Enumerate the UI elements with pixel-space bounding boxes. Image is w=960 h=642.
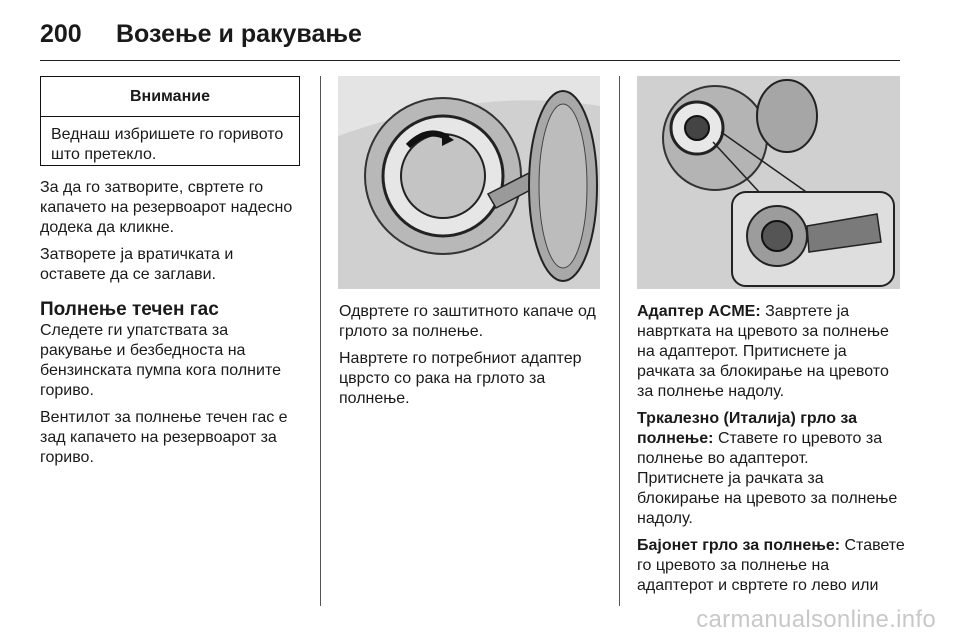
warning-title: Внимание [41,77,299,117]
paragraph-italy [637,409,905,469]
chapter-title: Возење и ракување [116,20,362,48]
adapter-illustration [637,76,900,289]
term-bayonet-text: Ставете го цревото за полнење на адаптерот и свртете го лево или [637,537,905,594]
term-acme-text: Завртете ја навртката на цревото за полнење на адаптерот. Притиснете ја рачката за блокирање на цревото за полнење надолу. [637,303,889,400]
term-italy: Тркалезно (Италија) грло за полнење: [637,410,858,447]
paragraph-bayonet [637,536,905,596]
page-number: 200 [40,20,82,48]
paragraph-acme [637,302,905,402]
paragraph: Притиснете ја рачката за блокирање на цревото за полнење надолу. [637,470,898,527]
header-rule [40,60,900,61]
figure-fuel-cap [338,76,600,289]
column-divider-1 [320,76,321,606]
paragraph: За да го затворите, свртете го капачето на резервоарот надесно додека да кликне. [40,179,293,236]
section-heading: Полнење течен гас [40,299,219,320]
column-3-text [637,302,905,603]
warning-text: Веднаш избришете го горивото што претекло. [51,126,284,163]
column-divider-2 [619,76,620,606]
watermark: carmanualsonline.info [696,606,936,633]
column-2-text [339,302,609,416]
term-italy-text: Ставете го цревото за полнење во адаптерот. [637,430,883,467]
paragraph: Следете ги упатствата за ракување и безбедноста на бензинската пумпа кога полните гориво. [40,322,281,399]
paragraph: Навртете го потребниот адаптер цврсто со рака на грлото за полнење. [339,350,582,407]
term-acme: Адаптер ACME: [637,303,761,320]
paragraph: Затворете ја вратичката и оставете да се заглави. [40,246,234,283]
paragraph: Одвртете го заштитното капаче од грлото за полнење. [339,303,596,340]
figure-adapter [637,76,900,289]
paragraph: Вентилот за полнење течен гас е зад капачето на резервоарот за гориво. [40,409,288,466]
term-bayonet: Бајонет грло за полнење: [637,537,841,554]
warning-box [40,76,300,166]
column-1-text [40,178,302,475]
fuel-cap-illustration [338,76,600,289]
